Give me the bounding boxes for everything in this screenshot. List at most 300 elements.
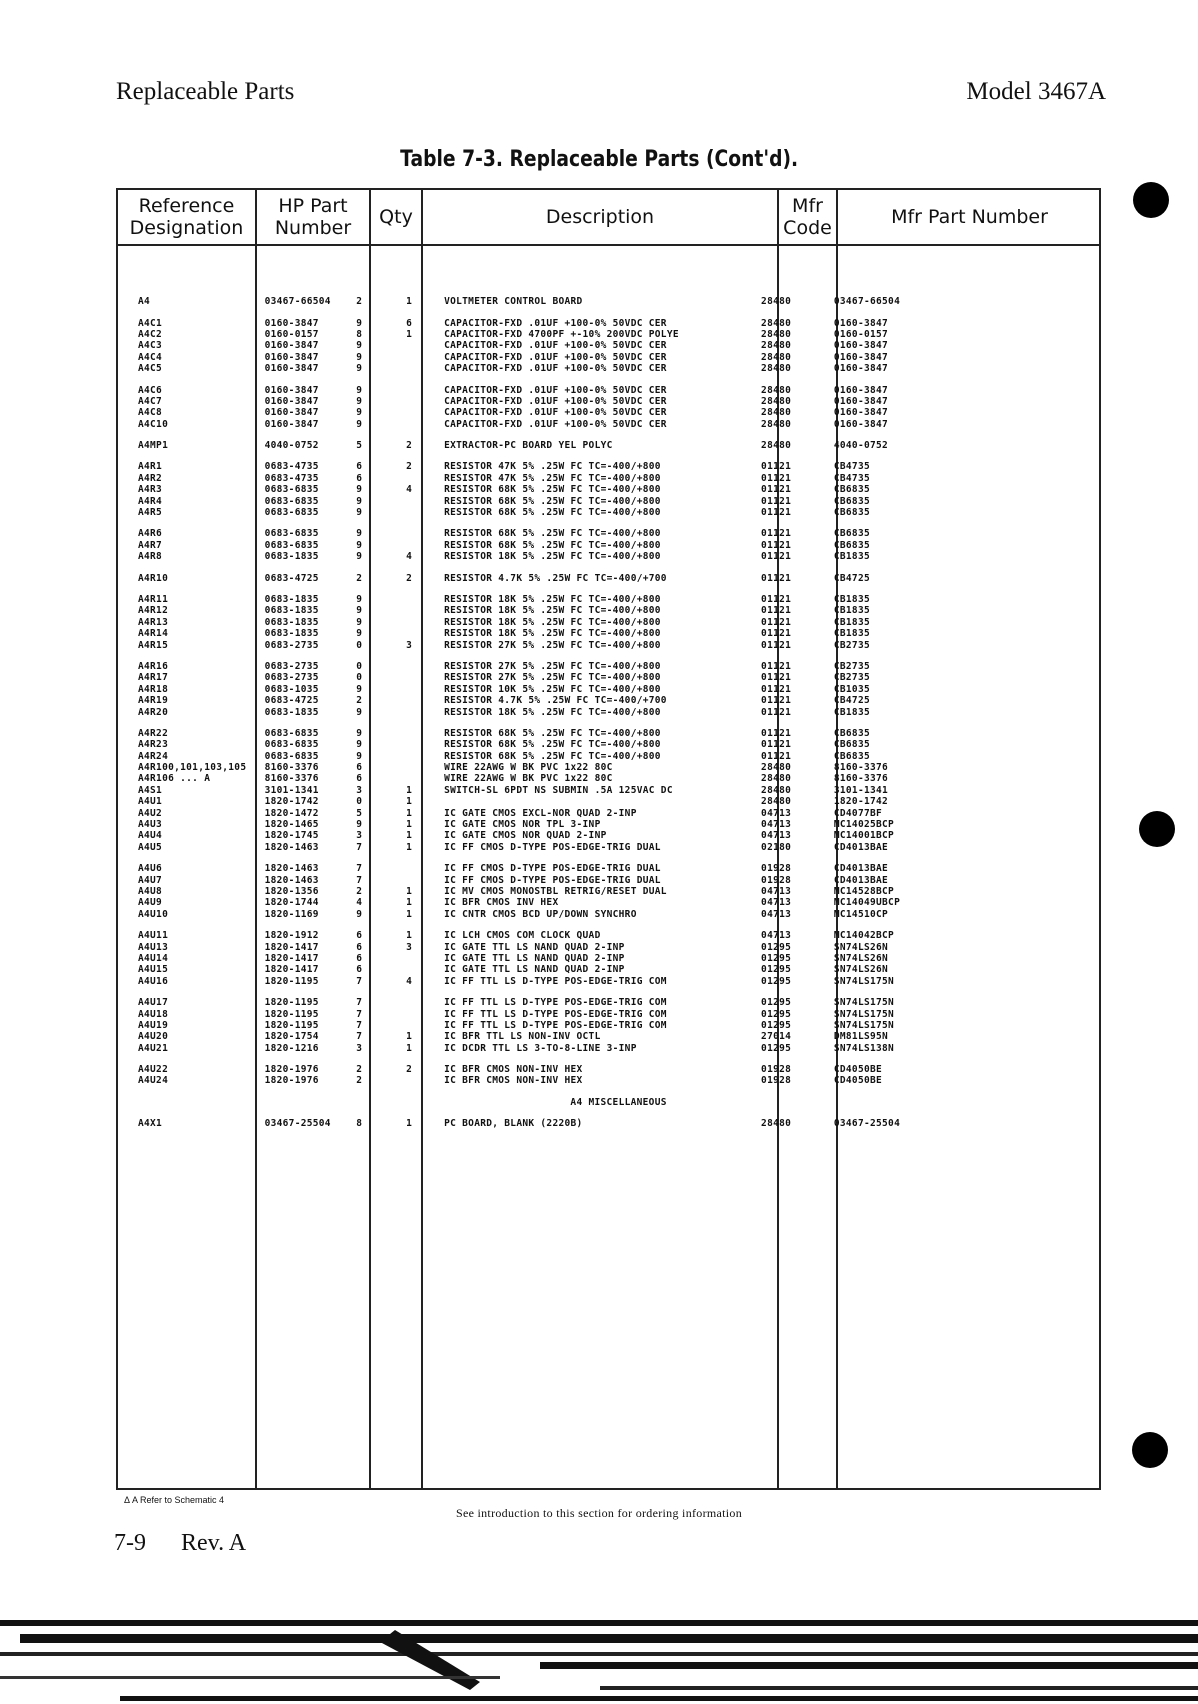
check-digit-cell: 0: [356, 660, 363, 672]
table-row: [118, 997, 1099, 1008]
check-digit-cell: 0: [356, 796, 363, 808]
mfr-code-cell: 28480: [761, 773, 792, 785]
description-cell: RESISTOR 68K 5% .25W FC TC=-400/+800: [444, 495, 661, 507]
hp-part-number-cell: 1820-1417: [264, 964, 319, 976]
hp-part-number-cell: 1820-1463: [264, 863, 319, 875]
check-digit-cell: 9: [356, 551, 363, 563]
hp-part-number-cell: 0683-1835: [264, 605, 319, 617]
mfr-part-number-cell: 0160-0157: [833, 328, 889, 340]
mfr-part-number-cell: CD4013BAE: [833, 863, 889, 875]
mfr-code-cell: 01121: [761, 507, 792, 519]
mfr-code-cell: 28480: [761, 296, 792, 308]
table-row: [118, 976, 1099, 987]
mfr-code-cell: 28480: [761, 407, 792, 419]
reference-designation-cell: A4R106 ... A: [138, 773, 211, 785]
reference-designation-cell: A4C7: [138, 395, 163, 407]
table-row: [118, 964, 1099, 975]
check-digit-cell: 6: [356, 762, 363, 774]
description-cell: IC FF TTL LS D-TYPE POS-EDGE-TRIG COM: [444, 1019, 667, 1031]
table-row: [118, 296, 1099, 307]
hp-part-number-cell: 0160-3847: [264, 418, 319, 430]
check-digit-cell: 3: [356, 1042, 363, 1054]
row-group: [118, 930, 1099, 987]
mfr-code-cell: 01295: [761, 1019, 792, 1031]
hp-part-number-cell: 0683-1835: [264, 628, 319, 640]
reference-designation-cell: A4C4: [138, 351, 163, 363]
quantity-cell: 1: [406, 897, 413, 909]
mfr-code-cell: 04713: [761, 819, 792, 831]
quantity-cell: 4: [406, 551, 413, 563]
mfr-part-number-cell: MC14025BCP: [833, 819, 895, 831]
mfr-code-cell: 04713: [761, 930, 792, 942]
reference-designation-cell: A4C1: [138, 317, 163, 329]
mfr-code-cell: 01295: [761, 964, 792, 976]
check-digit-cell: 9: [356, 539, 363, 551]
hp-part-number-cell: 0160-3847: [264, 384, 319, 396]
table-row: [118, 329, 1099, 340]
reference-designation-cell: A4U13: [138, 941, 169, 953]
description-cell: IC LCH CMOS COM CLOCK QUAD: [444, 930, 601, 942]
table-row: [118, 1042, 1099, 1053]
table-row: [118, 639, 1099, 650]
check-digit-cell: 6: [356, 941, 363, 953]
mfr-part-number-cell: CD4077BF: [833, 807, 883, 819]
check-digit-cell: 9: [356, 528, 363, 540]
hp-part-number-cell: 0160-3847: [264, 395, 319, 407]
mfr-code-cell: 04713: [761, 897, 792, 909]
hp-part-number-cell: 0683-1835: [264, 594, 319, 605]
description-cell: CAPACITOR-FXD .01UF +100-0% 50VDC CER: [444, 407, 667, 419]
description-cell: IC FF TTL LS D-TYPE POS-EDGE-TRIG COM: [444, 997, 667, 1009]
description-cell: VOLTMETER CONTROL BOARD: [444, 296, 583, 308]
mfr-code-cell: 01121: [761, 551, 792, 563]
description-cell: IC BFR CMOS NON-INV HEX: [444, 1075, 583, 1087]
quantity-cell: 3: [406, 639, 413, 651]
check-digit-cell: 9: [356, 507, 363, 519]
description-cell: A4 MISCELLANEOUS: [570, 1096, 667, 1108]
table-row: [118, 628, 1099, 639]
row-group: [118, 440, 1099, 451]
reference-designation-cell: A4R5: [138, 507, 163, 519]
mfr-code-cell: 01295: [761, 952, 792, 964]
description-cell: IC FF CMOS D-TYPE POS-EDGE-TRIG DUAL: [444, 841, 661, 853]
check-digit-cell: 9: [356, 616, 363, 628]
description-cell: RESISTOR 68K 5% .25W FC TC=-400/+800: [444, 539, 661, 551]
reference-designation-cell: A4C5: [138, 363, 163, 375]
description-cell: RESISTOR 68K 5% .25W FC TC=-400/+800: [444, 739, 661, 751]
mfr-part-number-cell: CB1035: [833, 683, 870, 695]
mfr-code-cell: 01295: [761, 975, 792, 987]
table-row: [118, 953, 1099, 964]
hp-part-number-cell: 1820-1195: [264, 1019, 319, 1031]
reference-designation-cell: A4U4: [138, 830, 163, 842]
quantity-cell: 1: [406, 841, 413, 853]
hp-part-number-cell: 0160-3847: [264, 340, 319, 352]
table-row: [118, 1064, 1099, 1075]
hp-part-number-cell: 0683-4735: [264, 472, 319, 484]
check-digit-cell: 7: [356, 1008, 363, 1020]
table-row: [118, 909, 1099, 920]
punch-hole-icon: [1139, 811, 1175, 847]
check-digit-cell: 3: [356, 784, 363, 796]
description-cell: PC BOARD, BLANK (2220B): [444, 1118, 583, 1130]
page-header-left: Replaceable Parts: [116, 78, 295, 105]
row-group: [118, 728, 1099, 853]
description-cell: RESISTOR 27K 5% .25W FC TC=-400/+800: [444, 672, 661, 684]
reference-designation-cell: A4R13: [138, 616, 169, 628]
mfr-code-cell: 28480: [761, 340, 792, 352]
table-row: [118, 507, 1099, 518]
reference-designation-cell: A4U8: [138, 885, 163, 897]
reference-designation-cell: A4R7: [138, 539, 163, 551]
row-group: [118, 1064, 1099, 1087]
reference-designation-cell: A4C6: [138, 384, 163, 396]
mfr-part-number-cell: 0160-3847: [833, 418, 889, 430]
mfr-code-cell: 01928: [761, 863, 792, 875]
mfr-code-cell: 01121: [761, 594, 792, 605]
check-digit-cell: 9: [356, 683, 363, 695]
reference-designation-cell: A4R16: [138, 660, 169, 672]
reference-designation-cell: A4R3: [138, 484, 163, 496]
check-digit-cell: 9: [356, 628, 363, 640]
mfr-part-number-cell: CD4013BAE: [833, 841, 889, 853]
hp-part-number-cell: 1820-1744: [264, 897, 319, 909]
description-cell: CAPACITOR-FXD .01UF +100-0% 50VDC CER: [444, 317, 667, 329]
punch-hole-icon: [1133, 182, 1169, 218]
description-cell: WIRE 22AWG W BK PVC 1x22 80C: [444, 773, 613, 785]
table-body: [118, 296, 1099, 1139]
quantity-cell: 1: [406, 328, 413, 340]
quantity-cell: 1: [406, 830, 413, 842]
mfr-part-number-cell: MC14042BCP: [833, 930, 895, 942]
column-header-mfr-code: Mfr Code: [783, 195, 832, 239]
hp-part-number-cell: 1820-1195: [264, 997, 319, 1009]
hp-part-number-cell: 1820-1463: [264, 874, 319, 886]
description-cell: RESISTOR 4.7K 5% .25W FC TC=-400/+700: [444, 695, 667, 707]
revision: Rev. A: [181, 1530, 247, 1556]
mfr-code-cell: 01121: [761, 750, 792, 762]
description-cell: RESISTOR 68K 5% .25W FC TC=-400/+800: [444, 507, 661, 519]
description-cell: RESISTOR 68K 5% .25W FC TC=-400/+800: [444, 484, 661, 496]
reference-designation-cell: A4C10: [138, 418, 169, 430]
reference-designation-cell: A4U22: [138, 1064, 169, 1076]
hp-part-number-cell: 0683-1835: [264, 616, 319, 628]
mfr-part-number-cell: MC14049UBCP: [833, 897, 901, 909]
description-cell: IC GATE TTL LS NAND QUAD 2-INP: [444, 941, 625, 953]
mfr-part-number-cell: CB2735: [833, 639, 870, 651]
mfr-part-number-cell: CB6835: [833, 507, 870, 519]
mfr-part-number-cell: CB1835: [833, 594, 870, 605]
description-cell: RESISTOR 47K 5% .25W FC TC=-400/+800: [444, 461, 661, 473]
table-row: [118, 830, 1099, 841]
description-cell: CAPACITOR-FXD .01UF +100-0% 50VDC CER: [444, 351, 667, 363]
reference-designation-cell: A4R100,101,103,105: [138, 762, 247, 774]
table-row: [118, 897, 1099, 908]
check-digit-cell: 7: [356, 997, 363, 1009]
hp-part-number-cell: 4040-0752: [264, 440, 319, 452]
description-cell: RESISTOR 18K 5% .25W FC TC=-400/+800: [444, 594, 661, 605]
mfr-part-number-cell: SN74LS26N: [833, 952, 889, 964]
check-digit-cell: 0: [356, 672, 363, 684]
check-digit-cell: 6: [356, 472, 363, 484]
table-row: [118, 551, 1099, 562]
check-digit-cell: 8: [356, 1118, 363, 1130]
mfr-code-cell: 04713: [761, 885, 792, 897]
column-header-reference: Reference Designation: [129, 195, 244, 239]
table-row: [118, 796, 1099, 807]
quantity-cell: 6: [406, 317, 413, 329]
check-digit-cell: 0: [356, 639, 363, 651]
mfr-part-number-cell: 3101-1341: [833, 784, 889, 796]
reference-designation-cell: A4U7: [138, 874, 163, 886]
mfr-part-number-cell: CB6835: [833, 539, 870, 551]
hp-part-number-cell: 1820-1356: [264, 885, 319, 897]
mfr-part-number-cell: CB6835: [833, 495, 870, 507]
check-digit-cell: 9: [356, 407, 363, 419]
row-group: [118, 997, 1099, 1054]
quantity-cell: 2: [406, 440, 413, 452]
mfr-code-cell: 01928: [761, 874, 792, 886]
description-cell: IC FF CMOS D-TYPE POS-EDGE-TRIG DUAL: [444, 863, 661, 875]
hp-part-number-cell: 0683-6835: [264, 495, 319, 507]
mfr-code-cell: 01121: [761, 706, 792, 718]
hp-part-number-cell: 0683-4725: [264, 695, 319, 707]
check-digit-cell: 9: [356, 317, 363, 329]
mfr-code-cell: 28480: [761, 762, 792, 774]
check-digit-cell: 6: [356, 964, 363, 976]
check-digit-cell: 5: [356, 807, 363, 819]
reference-designation-cell: A4U3: [138, 819, 163, 831]
reference-designation-cell: A4U5: [138, 841, 163, 853]
description-cell: CAPACITOR-FXD .01UF +100-0% 50VDC CER: [444, 384, 667, 396]
parts-table: [116, 188, 1101, 1490]
description-cell: IC BFR CMOS NON-INV HEX: [444, 1064, 583, 1076]
hp-part-number-cell: 3101-1341: [264, 784, 319, 796]
mfr-part-number-cell: 8160-3376: [833, 773, 889, 785]
reference-designation-cell: A4U15: [138, 964, 169, 976]
mfr-part-number-cell: 8160-3376: [833, 762, 889, 774]
mfr-part-number-cell: CB1835: [833, 706, 870, 718]
mfr-part-number-cell: SN74LS175N: [833, 1008, 895, 1020]
description-cell: RESISTOR 27K 5% .25W FC TC=-400/+800: [444, 639, 661, 651]
quantity-cell: 3: [406, 941, 413, 953]
mfr-part-number-cell: CB1835: [833, 605, 870, 617]
mfr-code-cell: 01295: [761, 997, 792, 1009]
mfr-code-cell: 04713: [761, 908, 792, 920]
table-row: [118, 461, 1099, 472]
reference-designation-cell: A4U24: [138, 1075, 169, 1087]
mfr-part-number-cell: CB6835: [833, 484, 870, 496]
column-header-description: Description: [545, 206, 655, 228]
check-digit-cell: 9: [356, 363, 363, 375]
reference-designation-cell: A4R1: [138, 461, 163, 473]
check-digit-cell: 7: [356, 1019, 363, 1031]
table-row: [118, 773, 1099, 784]
check-digit-cell: 4: [356, 897, 363, 909]
check-digit-cell: 2: [356, 1075, 363, 1087]
reference-designation-cell: A4U18: [138, 1008, 169, 1020]
mfr-code-cell: 27014: [761, 1031, 792, 1043]
table-row: [118, 484, 1099, 495]
mfr-part-number-cell: CB1835: [833, 551, 870, 563]
table-row: [118, 819, 1099, 830]
table-row: [118, 706, 1099, 717]
description-cell: IC FF TTL LS D-TYPE POS-EDGE-TRIG COM: [444, 1008, 667, 1020]
page-number: 7-9: [114, 1530, 146, 1556]
check-digit-cell: 6: [356, 773, 363, 785]
check-digit-cell: 6: [356, 461, 363, 473]
check-digit-cell: 8: [356, 328, 363, 340]
reference-designation-cell: A4R14: [138, 628, 169, 640]
reference-designation-cell: A4: [138, 296, 151, 308]
check-digit-cell: 7: [356, 975, 363, 987]
table-row: [118, 605, 1099, 616]
reference-designation-cell: A4R22: [138, 727, 169, 739]
hp-part-number-cell: 0683-4735: [264, 461, 319, 473]
table-row: [118, 842, 1099, 853]
reference-designation-cell: A4C8: [138, 407, 163, 419]
check-digit-cell: 9: [356, 351, 363, 363]
check-digit-cell: 9: [356, 750, 363, 762]
description-cell: RESISTOR 27K 5% .25W FC TC=-400/+800: [444, 660, 661, 672]
description-cell: CAPACITOR-FXD .01UF +100-0% 50VDC CER: [444, 363, 667, 375]
mfr-part-number-cell: CD4013BAE: [833, 874, 889, 886]
mfr-part-number-cell: CB2735: [833, 660, 870, 672]
check-digit-cell: 9: [356, 384, 363, 396]
quantity-cell: 1: [406, 807, 413, 819]
table-row: [118, 930, 1099, 941]
hp-part-number-cell: 1820-1195: [264, 1008, 319, 1020]
table-row: [118, 684, 1099, 695]
description-cell: IC GATE TTL LS NAND QUAD 2-INP: [444, 952, 625, 964]
row-group: [118, 384, 1099, 430]
hp-part-number-cell: 1820-1976: [264, 1075, 319, 1087]
check-digit-cell: 9: [356, 495, 363, 507]
hp-part-number-cell: 0683-2735: [264, 672, 319, 684]
mfr-code-cell: 01121: [761, 660, 792, 672]
hp-part-number-cell: 0160-3847: [264, 363, 319, 375]
mfr-code-cell: 01928: [761, 1064, 792, 1076]
reference-designation-cell: A4U11: [138, 930, 169, 942]
hp-part-number-cell: 1820-1216: [264, 1042, 319, 1054]
description-cell: CAPACITOR-FXD 4700PF +-10% 200VDC POLYE: [444, 328, 679, 340]
description-cell: IC GATE CMOS NOR TPL 3-INP: [444, 819, 601, 831]
check-digit-cell: 7: [356, 841, 363, 853]
table-row: [118, 594, 1099, 605]
reference-designation-cell: A4R10: [138, 572, 169, 584]
row-group: [118, 863, 1099, 920]
check-digit-cell: 9: [356, 484, 363, 496]
mfr-code-cell: 01121: [761, 528, 792, 540]
hp-part-number-cell: 0683-1035: [264, 683, 319, 695]
check-digit-cell: 9: [356, 908, 363, 920]
mfr-part-number-cell: CB6835: [833, 727, 870, 739]
quantity-cell: 1: [406, 784, 413, 796]
mfr-code-cell: 01121: [761, 484, 792, 496]
mfr-code-cell: 28480: [761, 363, 792, 375]
mfr-code-cell: 01121: [761, 695, 792, 707]
mfr-code-cell: 28480: [761, 1118, 792, 1130]
mfr-part-number-cell: MC14001BCP: [833, 830, 895, 842]
hp-part-number-cell: 1820-1742: [264, 796, 319, 808]
mfr-code-cell: 01928: [761, 1075, 792, 1087]
row-group: [118, 572, 1099, 583]
reference-designation-cell: A4R8: [138, 551, 163, 563]
check-digit-cell: 2: [356, 572, 363, 584]
table-row: [118, 695, 1099, 706]
mfr-code-cell: 01121: [761, 739, 792, 751]
mfr-part-number-cell: 0160-3847: [833, 363, 889, 375]
check-digit-cell: 9: [356, 605, 363, 617]
table-row: [118, 407, 1099, 418]
hp-part-number-cell: 1820-1417: [264, 952, 319, 964]
hp-part-number-cell: 0160-0157: [264, 328, 319, 340]
table-row: [118, 863, 1099, 874]
mfr-part-number-cell: 0160-3847: [833, 340, 889, 352]
hp-part-number-cell: 1820-1169: [264, 908, 319, 920]
table-row: [118, 886, 1099, 897]
reference-designation-cell: A4U6: [138, 863, 163, 875]
mfr-code-cell: 01121: [761, 639, 792, 651]
reference-designation-cell: A4X1: [138, 1118, 163, 1130]
hp-part-number-cell: 0160-3847: [264, 317, 319, 329]
row-group: [118, 1118, 1099, 1129]
mfr-code-cell: 01121: [761, 605, 792, 617]
table-row: [118, 528, 1099, 539]
table-caption: Table 7-3. Replaceable Parts (Cont'd).: [400, 147, 799, 172]
hp-part-number-cell: 0683-6835: [264, 739, 319, 751]
quantity-cell: 1: [406, 908, 413, 920]
description-cell: IC CNTR CMOS BCD UP/DOWN SYNCHRO: [444, 908, 637, 920]
mfr-part-number-cell: 1820-1742: [833, 796, 889, 808]
description-cell: WIRE 22AWG W BK PVC 1x22 80C: [444, 762, 613, 774]
description-cell: SWITCH-SL 6PDT NS SUBMIN .5A 125VAC DC: [444, 784, 673, 796]
description-cell: RESISTOR 68K 5% .25W FC TC=-400/+800: [444, 528, 661, 540]
description-cell: CAPACITOR-FXD .01UF +100-0% 50VDC CER: [444, 340, 667, 352]
mfr-code-cell: 01121: [761, 495, 792, 507]
mfr-code-cell: 01295: [761, 1042, 792, 1054]
mfr-part-number-cell: 0160-3847: [833, 384, 889, 396]
table-row: [118, 495, 1099, 506]
mfr-part-number-cell: 03467-25504: [833, 1118, 901, 1130]
footnote: Δ A Refer to Schematic 4: [124, 1495, 225, 1505]
check-digit-cell: 7: [356, 1031, 363, 1043]
scan-artifact: [0, 1612, 1198, 1704]
check-digit-cell: 9: [356, 594, 363, 605]
table-row: [118, 572, 1099, 583]
mfr-code-cell: 28480: [761, 317, 792, 329]
hp-part-number-cell: 03467-25504: [264, 1118, 331, 1130]
hp-part-number-cell: 0683-1835: [264, 551, 319, 563]
mfr-part-number-cell: CB4725: [833, 695, 870, 707]
table-row: [118, 1031, 1099, 1042]
hp-part-number-cell: 1820-1754: [264, 1031, 319, 1043]
mfr-part-number-cell: SN74LS175N: [833, 997, 895, 1009]
hp-part-number-cell: 1820-1472: [264, 807, 319, 819]
hp-part-number-cell: 0683-6835: [264, 507, 319, 519]
punch-hole-icon: [1132, 1432, 1168, 1468]
reference-designation-cell: A4U21: [138, 1042, 169, 1054]
mfr-part-number-cell: CB6835: [833, 528, 870, 540]
check-digit-cell: 2: [356, 885, 363, 897]
hp-part-number-cell: 0683-1835: [264, 706, 319, 718]
mfr-part-number-cell: 0160-3847: [833, 317, 889, 329]
table-row: [118, 419, 1099, 430]
check-digit-cell: 9: [356, 395, 363, 407]
quantity-cell: 1: [406, 819, 413, 831]
quantity-cell: 1: [406, 296, 413, 308]
mfr-code-cell: 01295: [761, 1008, 792, 1020]
